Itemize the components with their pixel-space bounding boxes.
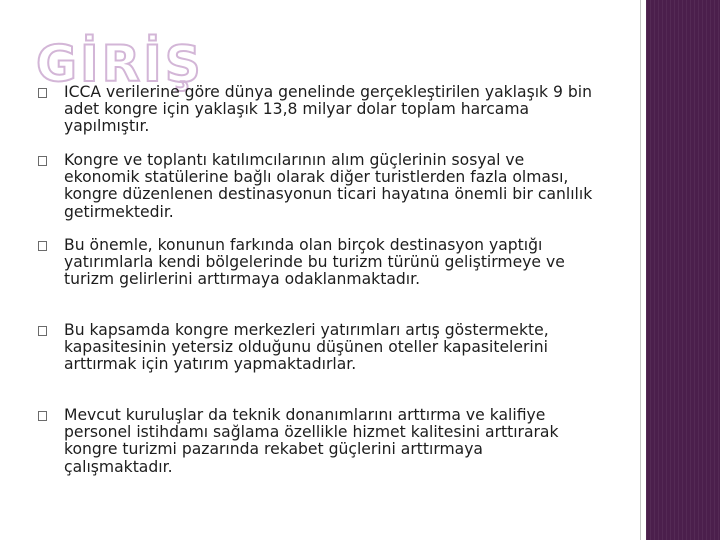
bullet-item [38, 322, 594, 407]
bullet-item [38, 152, 594, 237]
bullet-item [38, 84, 594, 152]
empty-square-bullet-icon [38, 411, 47, 421]
bullet-text: Mevcut kuruluşlar da teknik donanımlarını arttırma ve kalifiye personel istihdamı sağlama özellikle hizmet kalitesini arttırarak kongre turizmi pazarında rekabet güçlerini arttırmaya çalışmaktadır. [64, 406, 559, 476]
slide-title: GİRİŞ [36, 35, 204, 93]
bullet-item [38, 237, 594, 322]
bullet-list [38, 84, 594, 487]
empty-square-bullet-icon [38, 156, 47, 166]
empty-square-bullet-icon [38, 241, 47, 251]
bullet-item [38, 407, 594, 487]
decorative-sidebar [646, 0, 720, 540]
bullet-text: Kongre ve toplantı katılımcılarının alım güçlerinin sosyal ve ekonomik statülerine bağlı olarak diğer turistlerden fazla olması, kongre düzenlenen destinasyonun ticari hayatına önemli bir canlılık getirmektedir. [64, 151, 593, 221]
empty-square-bullet-icon [38, 326, 47, 336]
bullet-text: ICCA verilerine göre dünya genelinde gerçekleştirilen yaklaşık 9 bin adet kongre için yaklaşık 13,8 milyar dolar toplam harcama yapılmıştır. [64, 83, 593, 136]
empty-square-bullet-icon [38, 88, 47, 98]
bullet-text: Bu önemle, konunun farkında olan birçok destinasyon yaptığı yatırımlarla kendi bölgelerinde bu turizm türünü geliştirmeye ve turizm gelirlerini arttırmaya odaklanmaktadır. [64, 236, 565, 289]
bullet-text: Bu kapsamda kongre merkezleri yatırımları artış göstermekte, kapasitesinin yetersiz olduğunu düşünen oteller kapasitelerini arttırmak için yatırım yapmaktadırlar. [64, 321, 549, 374]
